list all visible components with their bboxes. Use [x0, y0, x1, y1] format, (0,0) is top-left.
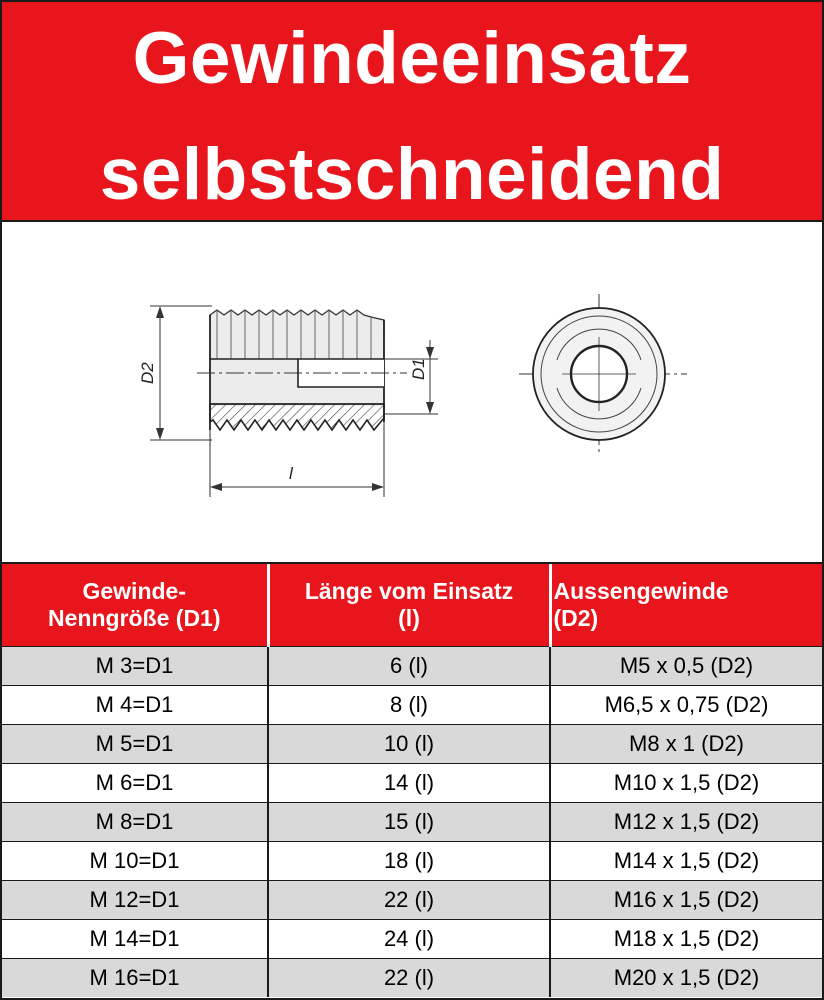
insert-drawing — [2, 222, 822, 562]
cell-external-thread: M12 x 1,5 (D2) — [550, 803, 822, 842]
title-line-1: Gewindeeinsatz — [132, 18, 692, 99]
cell-nominal-size: M 8=D1 — [2, 803, 268, 842]
cell-length: 14 (l) — [268, 764, 550, 803]
cell-length: 8 (l) — [268, 686, 550, 725]
front-view — [519, 294, 687, 454]
column-header-external-thread: Aussengewinde (D2) — [550, 564, 822, 647]
spec-table — [2, 564, 822, 997]
cell-length: 15 (l) — [268, 803, 550, 842]
cell-external-thread: M18 x 1,5 (D2) — [550, 920, 822, 959]
cell-nominal-size: M 3=D1 — [2, 647, 268, 686]
cell-external-thread: M16 x 1,5 (D2) — [550, 881, 822, 920]
cell-length: 24 (l) — [268, 920, 550, 959]
table-header-row — [2, 564, 822, 647]
dim-label-d1: D1 — [409, 358, 428, 380]
cell-nominal-size: M 12=D1 — [2, 881, 268, 920]
cell-length: 22 (l) — [268, 959, 550, 998]
column-header-nominal-size: Gewinde- Nenngröße (D1) — [2, 564, 268, 647]
title-line-2: selbstschneidend — [99, 134, 725, 215]
table-row — [2, 764, 822, 803]
table-row — [2, 842, 822, 881]
technical-drawing — [2, 222, 822, 564]
cell-external-thread: M8 x 1 (D2) — [550, 725, 822, 764]
table-row — [2, 803, 822, 842]
title-banner — [2, 2, 822, 222]
cell-external-thread: M10 x 1,5 (D2) — [550, 764, 822, 803]
table-row — [2, 881, 822, 920]
cell-nominal-size: M 4=D1 — [2, 686, 268, 725]
cell-length: 10 (l) — [268, 725, 550, 764]
table-row — [2, 686, 822, 725]
cell-nominal-size: M 5=D1 — [2, 725, 268, 764]
table-row — [2, 959, 822, 998]
cell-nominal-size: M 6=D1 — [2, 764, 268, 803]
column-header-length: Länge vom Einsatz (l) — [268, 564, 550, 647]
cell-external-thread: M6,5 x 0,75 (D2) — [550, 686, 822, 725]
dim-label-d2: D2 — [138, 362, 157, 384]
side-view — [138, 306, 438, 497]
cell-length: 22 (l) — [268, 881, 550, 920]
cell-external-thread: M20 x 1,5 (D2) — [550, 959, 822, 998]
cell-length: 18 (l) — [268, 842, 550, 881]
cell-external-thread: M14 x 1,5 (D2) — [550, 842, 822, 881]
hatched-section — [210, 404, 384, 430]
cell-nominal-size: M 16=D1 — [2, 959, 268, 998]
cell-nominal-size: M 10=D1 — [2, 842, 268, 881]
cell-external-thread: M5 x 0,5 (D2) — [550, 647, 822, 686]
table-row — [2, 647, 822, 686]
dim-label-l: l — [289, 464, 293, 483]
cell-nominal-size: M 14=D1 — [2, 920, 268, 959]
cell-length: 6 (l) — [268, 647, 550, 686]
table-row — [2, 725, 822, 764]
table-row — [2, 920, 822, 959]
